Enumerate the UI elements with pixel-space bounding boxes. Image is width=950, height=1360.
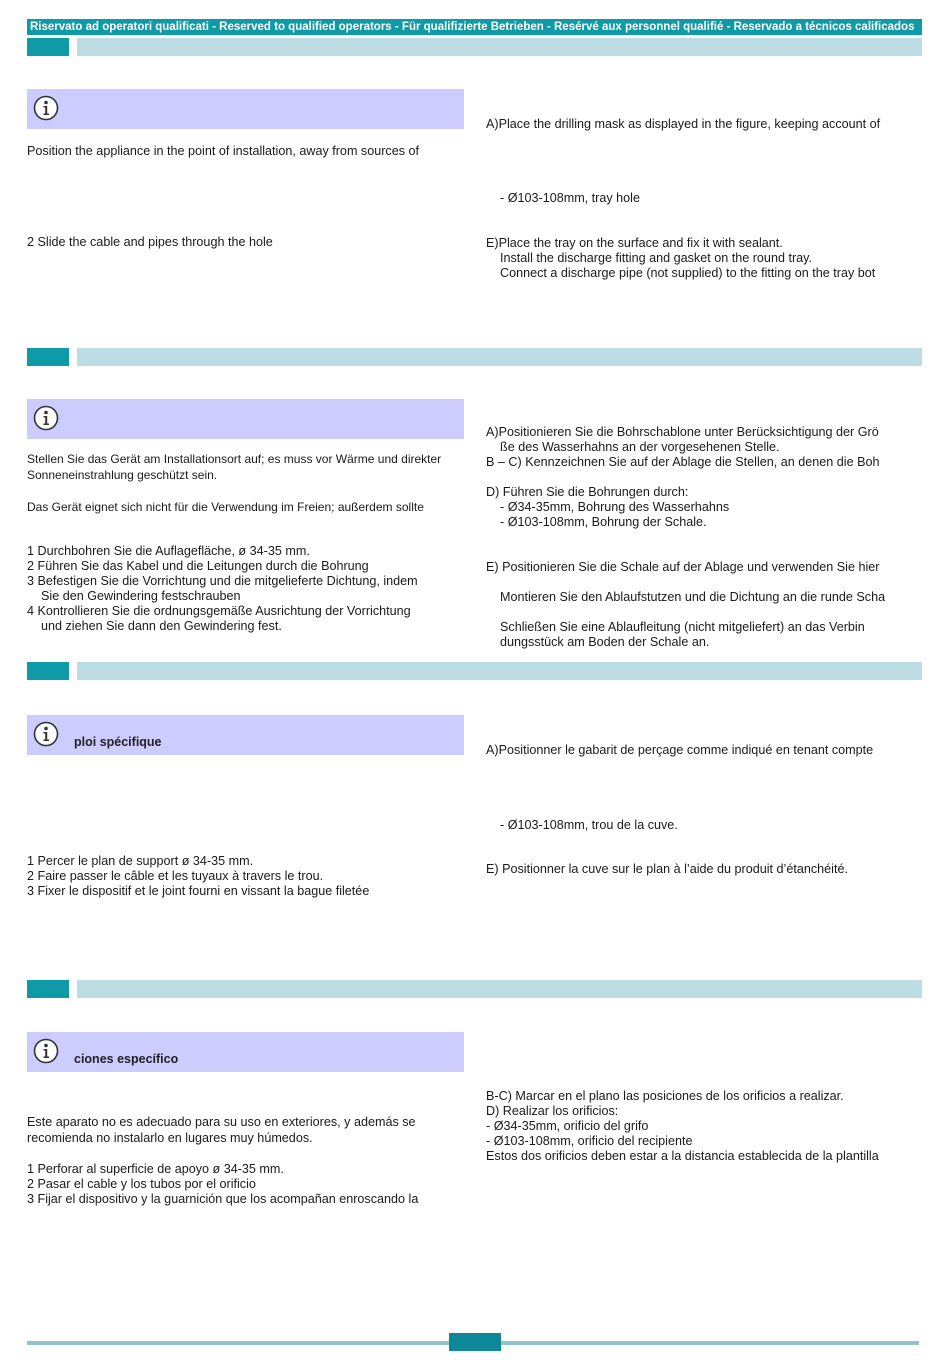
es-right-0: B-C) Marcar en el plano las posiciones de los orificios a realizar. [486, 1089, 844, 1103]
note-box-de [27, 399, 464, 439]
info-icon [33, 405, 59, 431]
info-icon [33, 1038, 59, 1064]
section-tab-fr [27, 662, 69, 680]
en-right-0: A)Place the drilling mask as displayed in the figure, keeping account of [486, 117, 881, 131]
note-box-fr [27, 715, 464, 755]
section-tab-de [27, 348, 69, 366]
top-banner: Riservato ad operatori qualificati - Reserved to qualified operators - Für qualifizierte Betrieben - Resérvé aux personnel qualifié - Reservado a técnicos calificados [27, 19, 922, 35]
fr-left-0: 1 Percer le plan de support ø 34-35 mm. [27, 854, 254, 868]
es-left-2: 1 Perforar al superficie de apoyo ø 34-35 mm. [27, 1162, 284, 1176]
de-right-8: Schließen Sie eine Ablaufleitung (nicht mitgeliefert) an das Verbin [500, 620, 865, 634]
note-title-fr: ploi spécifique [74, 735, 162, 749]
fr-right-1: - Ø103-108mm, trou de la cuve. [500, 818, 678, 832]
page-tab [449, 1333, 501, 1351]
es-left-4: 3 Fijar el dispositivo y la guarnición que los acompañan enroscando la [27, 1192, 419, 1206]
en-right-1: - Ø103-108mm, tray hole [500, 191, 640, 205]
section-bar-de [77, 348, 922, 366]
de-right-3: D) Führen Sie die Bohrungen durch: [486, 485, 689, 499]
section-bar-en [77, 38, 922, 56]
de-left-6: Sie den Gewindering festschrauben [41, 589, 241, 603]
de-left-0: Stellen Sie das Gerät am Installationsort auf; es muss vor Wärme und direkter [27, 452, 442, 466]
de-left-1: Sonneneinstrahlung geschützt sein. [27, 468, 218, 482]
de-right-9: dungsstück am Boden der Schale an. [500, 635, 710, 649]
es-right-2: - Ø34-35mm, orificio del grifo [486, 1119, 649, 1133]
fr-right-0: A)Positionner le gabarit de perçage comme indiqué en tenant compte [486, 743, 874, 757]
info-icon [33, 721, 59, 747]
de-left-4: 2 Führen Sie das Kabel und die Leitungen durch die Bohrung [27, 559, 369, 573]
fr-right-2: E) Positionner la cuve sur le plan à l’aide du produit d’étanchéité. [486, 862, 848, 876]
de-left-5: 3 Befestigen Sie die Vorrichtung und die mitgelieferte Dichtung, indem [27, 574, 418, 588]
en-left-1: 2 Slide the cable and pipes through the hole [27, 235, 273, 249]
note-title-es: ciones específico [74, 1052, 179, 1066]
de-left-8: und ziehen Sie dann den Gewindering fest. [41, 619, 282, 633]
section-tab-en [27, 38, 69, 56]
de-right-5: - Ø103-108mm, Bohrung der Schale. [500, 515, 707, 529]
de-right-0: A)Positionieren Sie die Bohrschablone unter Berücksichtigung der Grö [486, 425, 879, 439]
info-icon [33, 95, 59, 121]
section-tab-es [27, 980, 69, 998]
en-right-4: Connect a discharge pipe (not supplied) to the fitting on the tray bot [500, 266, 876, 280]
section-bar-fr [77, 662, 922, 680]
de-left-3: 1 Durchbohren Sie die Auflagefläche, ø 34-35 mm. [27, 544, 310, 558]
note-box-es [27, 1032, 464, 1072]
es-right-4: Estos dos orificios deben estar a la distancia establecida de la plantilla [486, 1149, 879, 1163]
es-right-3: - Ø103-108mm, orificio del recipiente [486, 1134, 693, 1148]
de-right-1: ße des Wasserhahns an der vorgesehenen Stelle. [500, 440, 780, 454]
es-left-1: recomienda no instalarlo en lugares muy húmedos. [27, 1131, 313, 1145]
de-left-7: 4 Kontrollieren Sie die ordnungsgemäße Ausrichtung der Vorrichtung [27, 604, 411, 618]
section-bar-es [77, 980, 922, 998]
en-right-2: E)Place the tray on the surface and fix it with sealant. [486, 236, 783, 250]
en-right-3: Install the discharge fitting and gasket on the round tray. [500, 251, 813, 265]
fr-left-2: 3 Fixer le dispositif et le joint fourni en vissant la bague filetée [27, 884, 370, 898]
en-left-0: Position the appliance in the point of installation, away from sources of [27, 144, 420, 158]
es-left-3: 2 Pasar el cable y los tubos por el orificio [27, 1177, 256, 1191]
es-right-1: D) Realizar los orificios: [486, 1104, 619, 1118]
note-box-en [27, 89, 464, 129]
fr-left-1: 2 Faire passer le câble et les tuyaux à travers le trou. [27, 869, 324, 883]
de-right-7: Montieren Sie den Ablaufstutzen und die Dichtung an die runde Scha [500, 590, 886, 604]
es-left-0: Este aparato no es adecuado para su uso en exteriores, y además se [27, 1115, 416, 1129]
de-right-6: E) Positionieren Sie die Schale auf der Ablage und verwenden Sie hier [486, 560, 880, 574]
de-right-4: - Ø34-35mm, Bohrung des Wasserhahns [500, 500, 730, 514]
de-right-2: B – C) Kennzeichnen Sie auf der Ablage die Stellen, an denen die Boh [486, 455, 880, 469]
de-left-2: Das Gerät eignet sich nicht für die Verwendung im Freien; außerdem sollte [27, 500, 424, 514]
